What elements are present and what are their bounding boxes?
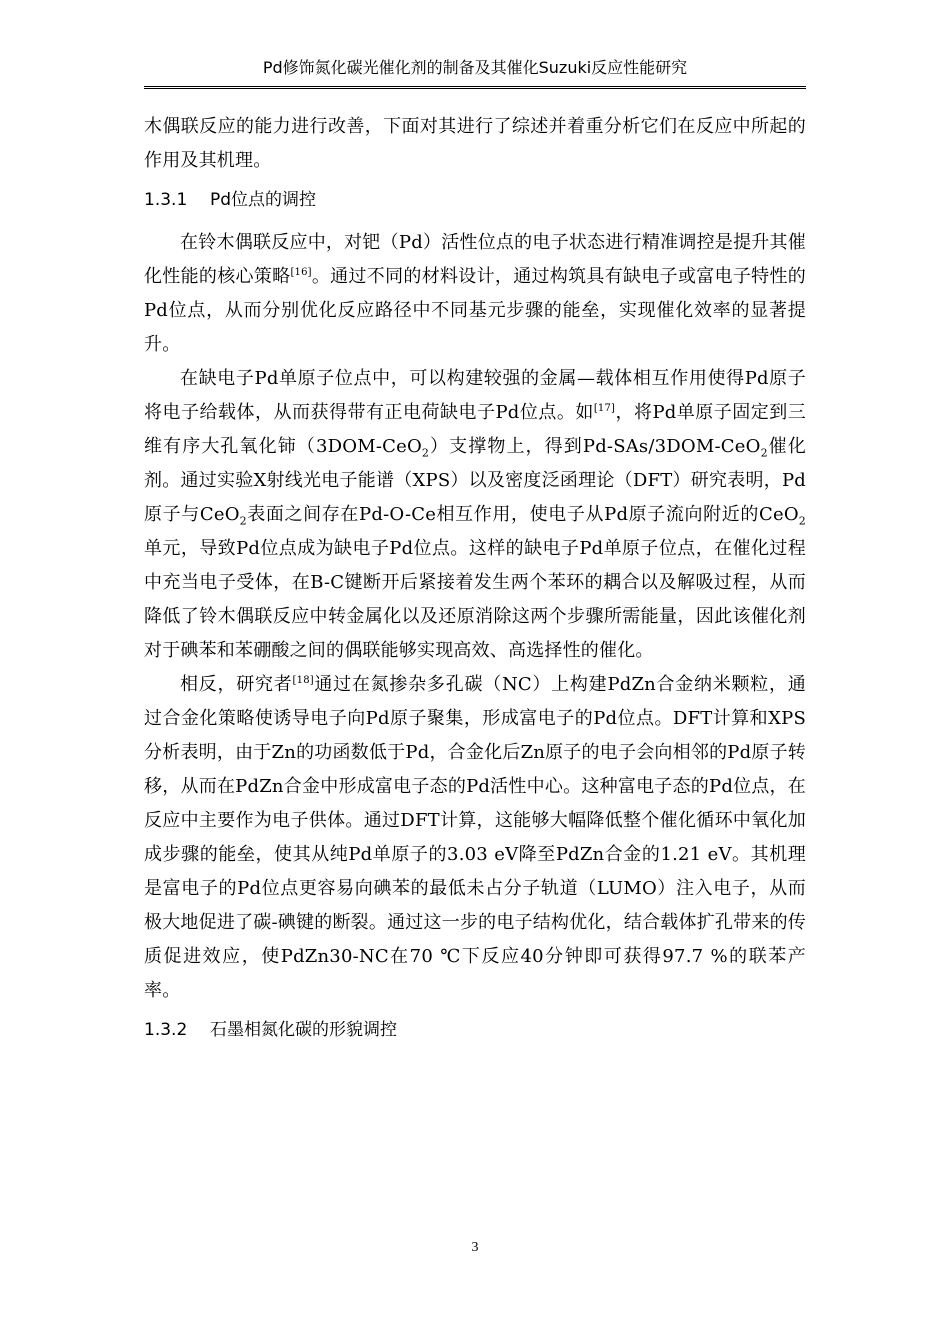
text-run: 表面之间存在Pd-O-Ce相互作用，使电子从Pd原子流向附近的CeO [246,504,799,525]
section-heading-1-3-1 [144,190,806,210]
citation-17: [17] [593,403,616,414]
paragraph-pd-site-regulation [144,226,806,362]
intro-paragraph: 木偶联反应的能力进行改善，下面对其进行了综述并着重分析它们在反应中所起的作用及其机理。 [144,116,806,171]
text-run: 在缺电子Pd单原子位点中，可以构建较强的金属—载体相互作用使得Pd原子将电子给载体，从而获得带有正电荷缺电子Pd位点。如 [144,368,806,423]
subscript: 2 [798,514,806,528]
page-body [144,110,806,1056]
text-run: 在铃木偶联反应中，对钯（Pd）活性位点的电子状态进行精准调控是提升其催化性能的核心策略 [144,232,806,287]
page-number: 3 [471,1240,479,1255]
section-number: 1.3.1 [144,190,188,210]
citation-18: [18] [292,675,314,686]
text-run: 相反，研究者 [180,674,293,695]
citation-16: [16] [290,267,312,278]
text-run: 。通过不同的材料设计，通过构筑具有缺电子或富电子特性的Pd位点，从而分别优化反应路径中不同基元步骤的能垒，实现催化效率的显著提升。 [144,266,806,355]
running-header: Pd修饰氮化碳光催化剂的制备及其催化Suzuki反应性能研究 [262,58,688,77]
subscript: 2 [760,446,768,460]
section-title: Pd位点的调控 [210,190,317,210]
section-number: 1.3.2 [144,1020,188,1040]
header-rule [144,86,806,87]
subscript: 2 [421,446,430,460]
section-title: 石墨相氮化碳的形貌调控 [210,1020,397,1040]
text-run: ，将Pd单原子固定到三维有序大孔氧化铈（3DOM-CeO [144,402,806,457]
section-heading-1-3-2 [144,1020,806,1040]
text-run: ）支撑物上，得到Pd-SAs/3DOM-CeO [429,436,761,457]
paragraph-electron-deficient-pd [144,362,806,668]
text-run: 催化剂。通过实验X射线光电子能谱（XPS）以及密度泛函理论（DFT）研究表明，Pd原子与CeO [144,436,806,525]
text-run: 通过在氮掺杂多孔碳（NC）上构建PdZn合金纳米颗粒，通过合金化策略使诱导电子向Pd原子聚集，形成富电子的Pd位点。DFT计算和XPS分析表明，由于Zn的功函数低于Pd，合金化后Zn原子的电子会向相邻的Pd原子转移，从而在PdZn合金中形成富电子态的Pd活性中心。这种富电子态的Pd位点，在反应中主要作为电子供体。通过DFT计算，这能够大幅降低整个催化循环中氧化加成步骤的能垒，使其从纯Pd单原子的3.03 eV降至PdZn合金的1.21 eV。其机理是富电子的Pd位点更容易向碘苯的最低未占分子轨道（LUMO）注入电子，从而极大地促进了碳-碘键的断裂。通过这一步的电子结构优化，结合载体扩孔带来的传质促进效应，使PdZn30-NC在70 ℃下反应40分钟即可获得97.7 %的联苯产率。 [144,674,807,1001]
paragraph-electron-rich-pd [144,668,806,1008]
header-rule-thin [144,88,806,89]
text-run: 单元，导致Pd位点成为缺电子Pd位点。这样的缺电子Pd单原子位点，在催化过程中充当电子受体，在B-C键断开后紧接着发生两个苯环的耦合以及解吸过程，从而降低了铃木偶联反应中转金属化以及还原消除这两个步骤所需能量，因此该催化剂对于碘苯和苯硼酸之间的偶联能够实现高效、高选择性的催化。 [144,538,806,661]
subscript: 2 [239,514,247,528]
